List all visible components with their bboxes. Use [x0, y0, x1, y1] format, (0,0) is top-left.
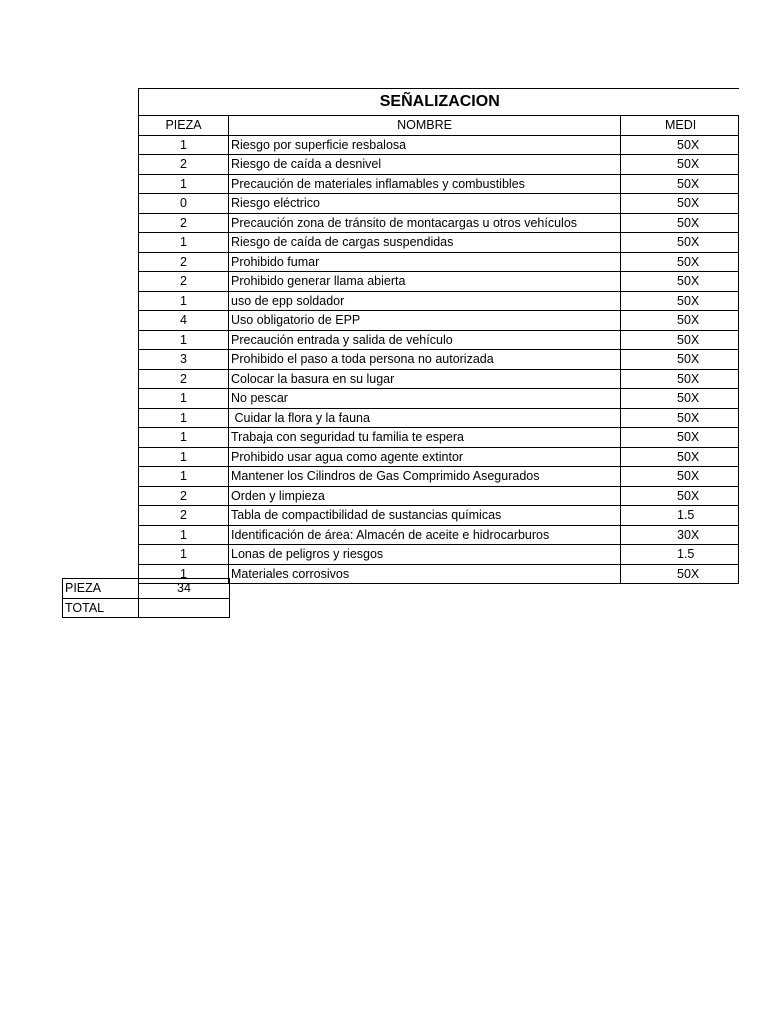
totals-total-label: TOTAL — [63, 598, 139, 618]
cell-pieza: 1 — [139, 330, 229, 350]
cell-pieza: 1 — [139, 408, 229, 428]
cell-medida: 50X — [621, 467, 739, 487]
cell-nombre: Tabla de compactibilidad de sustancias químicas — [229, 506, 621, 526]
cell-pieza: 1 — [139, 525, 229, 545]
cell-nombre: Colocar la basura en su lugar — [229, 369, 621, 389]
cell-nombre: Cuidar la flora y la fauna — [229, 408, 621, 428]
cell-nombre: Uso obligatorio de EPP — [229, 311, 621, 331]
header-medida: MEDI — [621, 116, 739, 136]
cell-nombre: Precaución entrada y salida de vehículo — [229, 330, 621, 350]
cell-medida: 50X — [621, 408, 739, 428]
totals-pieza-value: 34 — [139, 579, 230, 599]
cell-medida: 50X — [621, 350, 739, 370]
header-nombre: NOMBRE — [229, 116, 621, 136]
cell-nombre: Precaución zona de tránsito de montacargas u otros vehículos — [229, 213, 621, 233]
cell-pieza: 1 — [139, 174, 229, 194]
cell-nombre: Prohibido generar llama abierta — [229, 272, 621, 292]
cell-medida: 50X — [621, 447, 739, 467]
table-title: SEÑALIZACION — [139, 89, 739, 116]
cell-nombre: Riesgo de caída a desnivel — [229, 155, 621, 175]
cell-medida: 50X — [621, 213, 739, 233]
table-row — [139, 545, 739, 565]
table-row — [139, 428, 739, 448]
cell-pieza: 2 — [139, 272, 229, 292]
cell-pieza: 1 — [139, 564, 229, 584]
cell-medida: 50X — [621, 369, 739, 389]
table-row — [139, 350, 739, 370]
totals-table — [62, 578, 230, 618]
table-row — [139, 155, 739, 175]
cell-medida: 50X — [621, 389, 739, 409]
cell-medida: 50X — [621, 428, 739, 448]
cell-medida: 1.5 — [621, 506, 739, 526]
table-row — [139, 174, 739, 194]
totals-row-pieza — [63, 579, 230, 599]
cell-nombre: Prohibido usar agua como agente extintor — [229, 447, 621, 467]
totals-row-total — [63, 598, 230, 618]
cell-nombre: uso de epp soldador — [229, 291, 621, 311]
senalizacion-table — [138, 88, 739, 584]
table-row — [139, 486, 739, 506]
cell-medida: 50X — [621, 252, 739, 272]
cell-medida: 50X — [621, 486, 739, 506]
table-row — [139, 525, 739, 545]
cell-pieza: 1 — [139, 428, 229, 448]
table-row — [139, 213, 739, 233]
cell-pieza: 2 — [139, 213, 229, 233]
cell-nombre: No pescar — [229, 389, 621, 409]
table-row — [139, 233, 739, 253]
cell-medida: 50X — [621, 233, 739, 253]
table-row — [139, 389, 739, 409]
cell-medida: 50X — [621, 330, 739, 350]
cell-pieza: 1 — [139, 545, 229, 565]
table-row — [139, 272, 739, 292]
table-row — [139, 369, 739, 389]
cell-nombre: Mantener los Cilindros de Gas Comprimido Asegurados — [229, 467, 621, 487]
cell-nombre: Riesgo por superficie resbalosa — [229, 135, 621, 155]
table-body — [139, 135, 739, 584]
cell-medida: 50X — [621, 311, 739, 331]
table-row — [139, 506, 739, 526]
cell-medida: 1.5 — [621, 545, 739, 565]
cell-medida: 50X — [621, 155, 739, 175]
cell-pieza: 1 — [139, 233, 229, 253]
cell-pieza: 1 — [139, 135, 229, 155]
table-row — [139, 311, 739, 331]
cell-nombre: Trabaja con seguridad tu familia te espera — [229, 428, 621, 448]
cell-nombre: Riesgo de caída de cargas suspendidas — [229, 233, 621, 253]
cell-pieza: 1 — [139, 291, 229, 311]
cell-pieza: 1 — [139, 467, 229, 487]
table-row — [139, 194, 739, 214]
cell-medida: 50X — [621, 291, 739, 311]
cell-medida: 50X — [621, 174, 739, 194]
cell-nombre: Prohibido el paso a toda persona no autorizada — [229, 350, 621, 370]
cell-pieza: 0 — [139, 194, 229, 214]
table-row — [139, 252, 739, 272]
table-row — [139, 291, 739, 311]
table-row — [139, 467, 739, 487]
cell-nombre: Identificación de área: Almacén de aceite e hidrocarburos — [229, 525, 621, 545]
table-row — [139, 135, 739, 155]
totals-pieza-label: PIEZA — [63, 579, 139, 599]
cell-medida: 50X — [621, 564, 739, 584]
totals-total-value — [139, 598, 230, 618]
cell-nombre: Prohibido fumar — [229, 252, 621, 272]
cell-medida: 50X — [621, 272, 739, 292]
cell-pieza: 2 — [139, 506, 229, 526]
cell-medida: 30X — [621, 525, 739, 545]
cell-nombre: Orden y limpieza — [229, 486, 621, 506]
table-row — [139, 330, 739, 350]
cell-medida: 50X — [621, 194, 739, 214]
cell-pieza: 1 — [139, 447, 229, 467]
cell-nombre: Lonas de peligros y riesgos — [229, 545, 621, 565]
cell-pieza: 2 — [139, 486, 229, 506]
cell-pieza: 4 — [139, 311, 229, 331]
cell-nombre: Materiales corrosivos — [229, 564, 621, 584]
cell-pieza: 2 — [139, 369, 229, 389]
cell-pieza: 2 — [139, 252, 229, 272]
cell-medida: 50X — [621, 135, 739, 155]
cell-nombre: Precaución de materiales inflamables y combustibles — [229, 174, 621, 194]
cell-pieza: 3 — [139, 350, 229, 370]
cell-pieza: 1 — [139, 389, 229, 409]
table-row — [139, 447, 739, 467]
header-pieza: PIEZA — [139, 116, 229, 136]
cell-nombre: Riesgo eléctrico — [229, 194, 621, 214]
cell-pieza: 2 — [139, 155, 229, 175]
table-row — [139, 408, 739, 428]
